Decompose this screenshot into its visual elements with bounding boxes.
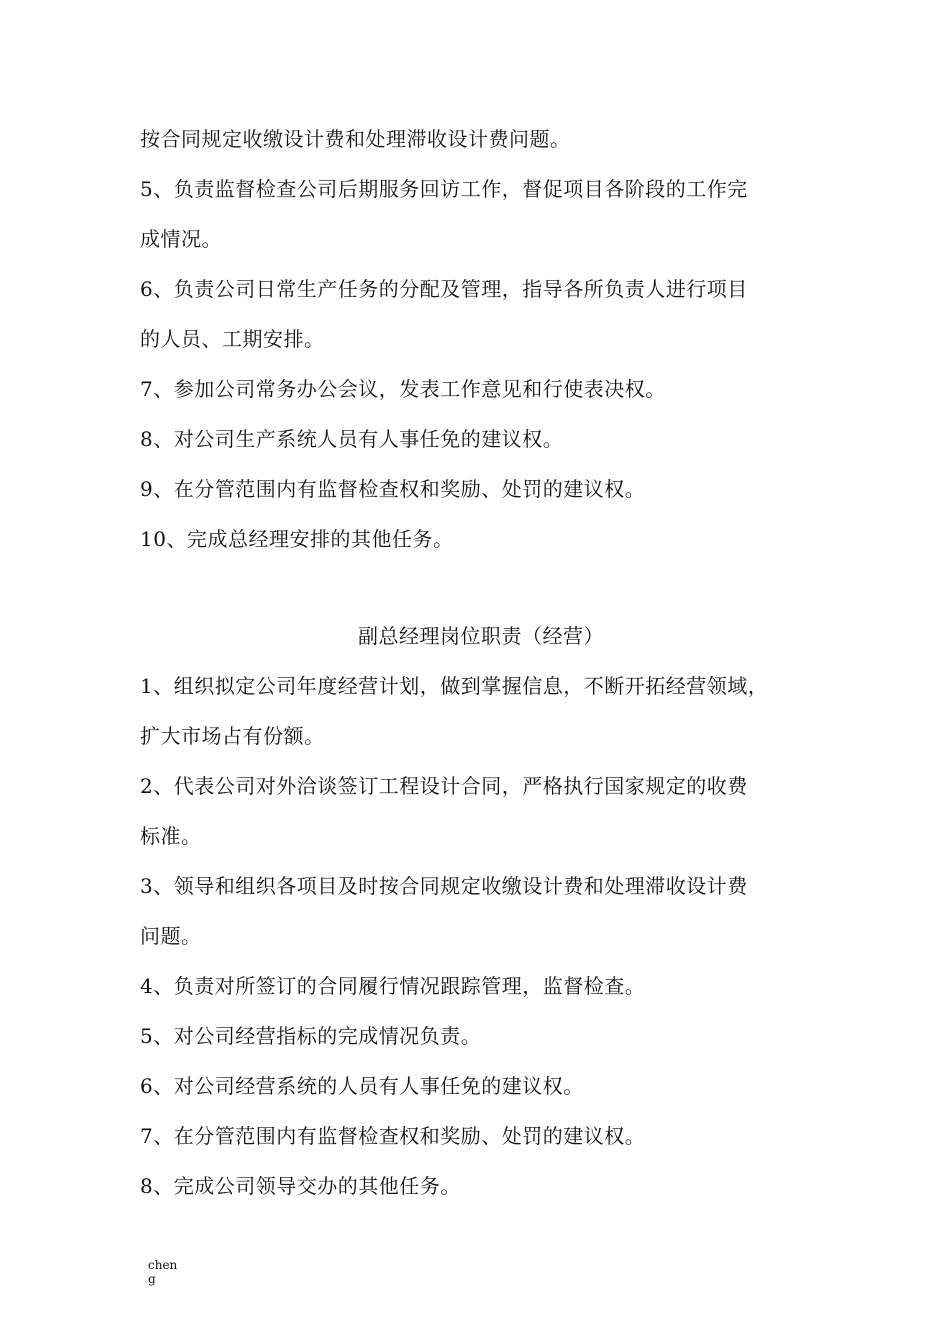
text-line: 扩大市场占有份额。 bbox=[140, 724, 325, 748]
text-line: 1、组织拟定公司年度经营计划，做到掌握信息，不断开拓经营领域， bbox=[140, 674, 769, 698]
text-line: 问题。 bbox=[140, 924, 202, 948]
text-line: 7、参加公司常务办公会议，发表工作意见和行使表决权。 bbox=[140, 377, 666, 401]
text-line: 6、负责公司日常生产任务的分配及管理，指导各所负责人进行项目 bbox=[140, 277, 748, 301]
footer-note: cheng bbox=[148, 1258, 178, 1286]
text-line: 8、完成公司领导交办的其他任务。 bbox=[140, 1174, 461, 1198]
text-line: 7、在分管范围内有监督检查权和奖励、处罚的建议权。 bbox=[140, 1124, 646, 1148]
text-line: 9、在分管范围内有监督检查权和奖励、处罚的建议权。 bbox=[140, 477, 646, 501]
text-line: 按合同规定收缴设计费和处理滞收设计费问题。 bbox=[140, 127, 571, 151]
text-line: 4、负责对所签订的合同履行情况跟踪管理，监督检查。 bbox=[140, 974, 646, 998]
duties-list-business bbox=[140, 661, 820, 1211]
text-line: 10、完成总经理安排的其他任务。 bbox=[140, 527, 454, 551]
text-line: 8、对公司生产系统人员有人事任免的建议权。 bbox=[140, 427, 564, 451]
text-line: 5、对公司经营指标的完成情况负责。 bbox=[140, 1024, 482, 1048]
section-title: 副总经理岗位职责（经营） bbox=[358, 624, 604, 648]
text-line: 成情况。 bbox=[140, 227, 222, 251]
text-line: 的人员、工期安排。 bbox=[140, 327, 325, 351]
text-line: 2、代表公司对外洽谈签订工程设计合同，严格执行国家规定的收费 bbox=[140, 774, 748, 798]
text-line: 6、对公司经营系统的人员有人事任免的建议权。 bbox=[140, 1074, 584, 1098]
text-line: 5、负责监督检查公司后期服务回访工作，督促项目各阶段的工作完 bbox=[140, 177, 748, 201]
duties-list-production bbox=[140, 114, 820, 564]
text-line: 3、领导和组织各项目及时按合同规定收缴设计费和处理滞收设计费 bbox=[140, 874, 748, 898]
text-line: 标准。 bbox=[140, 824, 202, 848]
